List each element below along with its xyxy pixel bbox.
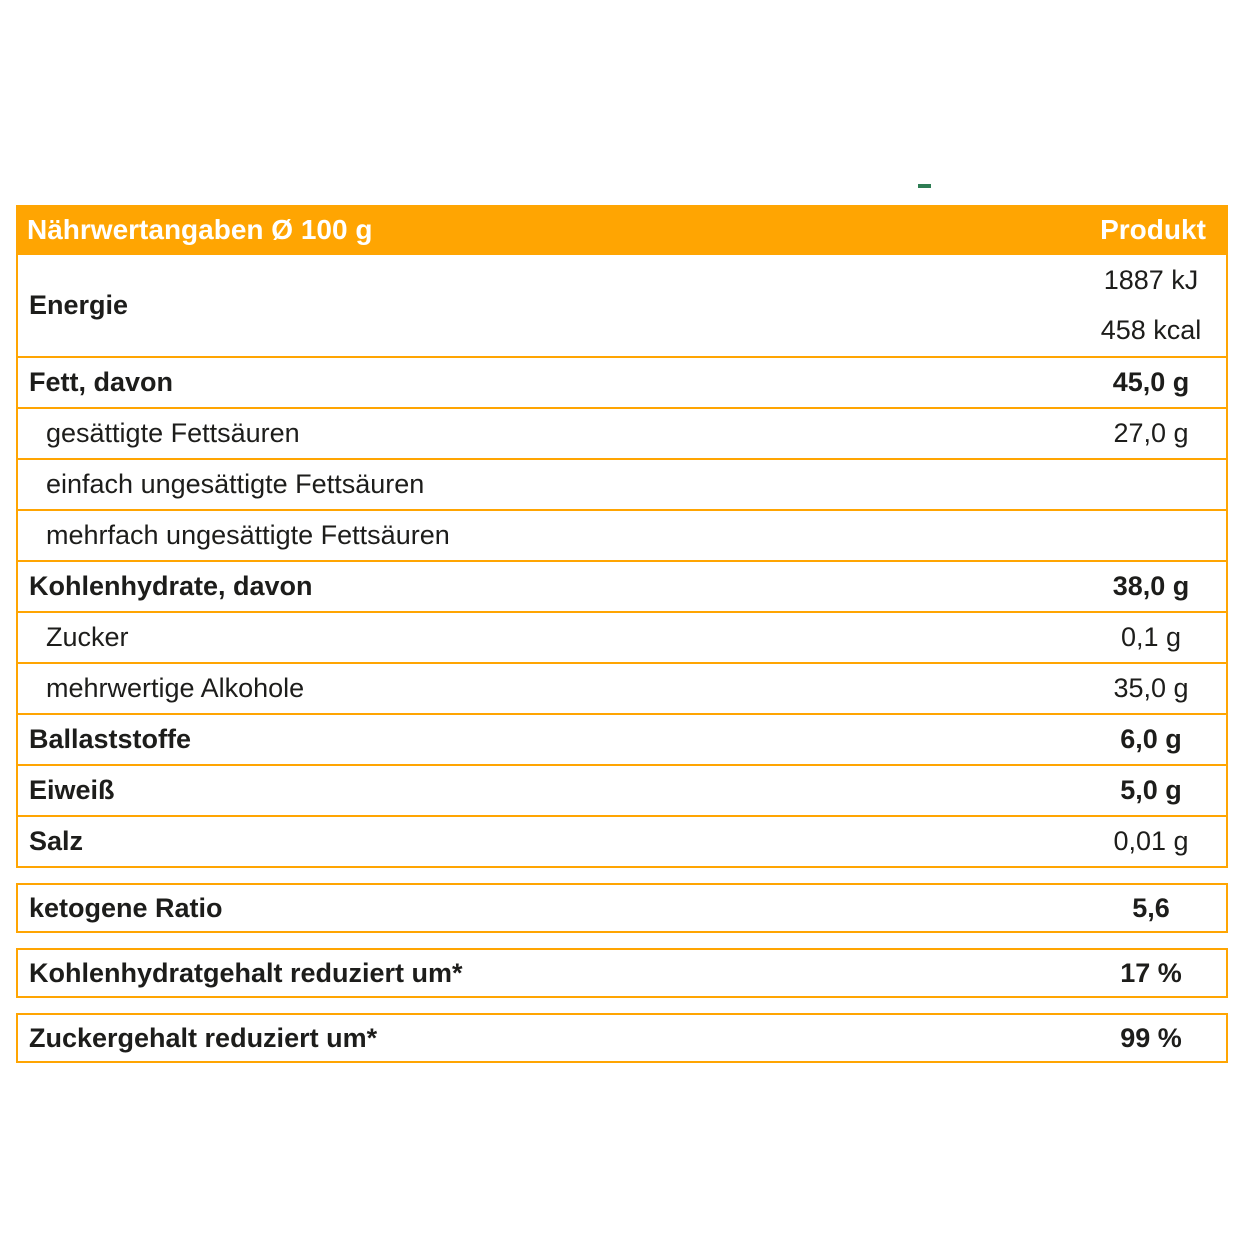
row-label: Energie [29,290,129,320]
row-label: ketogene Ratio [29,892,223,923]
table-row-salz [18,815,1226,866]
table-row-mehrfach-ungesaettigte [18,509,1226,560]
row-value-kcal: 458 kcal [1100,315,1202,346]
row-value: 17 % [1120,957,1182,988]
row-value-group [1076,255,1226,356]
row-value: 27,0 g [1113,418,1189,448]
table-row-eiweiss [18,764,1226,815]
nutrition-table [16,205,1228,1053]
row-label: mehrfach ungesättigte Fettsäuren [46,520,450,550]
table-row-zucker [18,611,1226,662]
row-value: 6,0 g [1120,724,1182,754]
row-label: Kohlenhydratgehalt reduziert um* [29,957,463,988]
row-label: einfach ungesättigte Fettsäuren [46,469,425,499]
row-label: gesättigte Fettsäuren [46,418,300,448]
table-title: Nährwertangaben Ø 100 g [27,214,373,245]
green-dash-mark [918,184,931,188]
row-label: Zucker [46,622,129,652]
row-label: Zuckergehalt reduziert um* [29,1022,378,1053]
row-value: 38,0 g [1112,571,1190,601]
table-row-einfach-ungesaettigte [18,458,1226,509]
table-row-fett [18,356,1226,407]
table-row-kohlenhydrate [18,560,1226,611]
table-row-alkohole [18,662,1226,713]
row-value: 99 % [1120,1022,1182,1053]
row-label: Salz [29,826,84,856]
table-row-ballaststoffe [18,713,1226,764]
row-value: 5,0 g [1120,775,1182,805]
table-row-ketogene-ratio [16,883,1228,933]
row-label: Kohlenhydrate, davon [29,571,313,601]
row-label: Ballaststoffe [29,724,192,754]
row-value: 5,6 [1132,892,1170,923]
table-header-row [16,205,1228,255]
table-row-gesaettigte [18,407,1226,458]
row-label: mehrwertige Alkohole [46,673,305,703]
row-value: 35,0 g [1113,673,1189,703]
table-row-energie [18,255,1226,356]
row-value: 45,0 g [1112,367,1190,397]
table-row-zuckergehalt-reduziert [16,1013,1228,1063]
table-row-kohlenhydratgehalt-reduziert [16,948,1228,998]
row-label: Eiweiß [29,775,115,805]
row-label: Fett, davon [29,367,174,397]
column-header-produkt: Produkt [1100,214,1206,245]
row-value: 0,1 g [1120,622,1182,652]
row-value-kj: 1887 kJ [1103,264,1199,295]
table-body [16,255,1228,868]
row-value: 0,01 g [1113,826,1189,856]
